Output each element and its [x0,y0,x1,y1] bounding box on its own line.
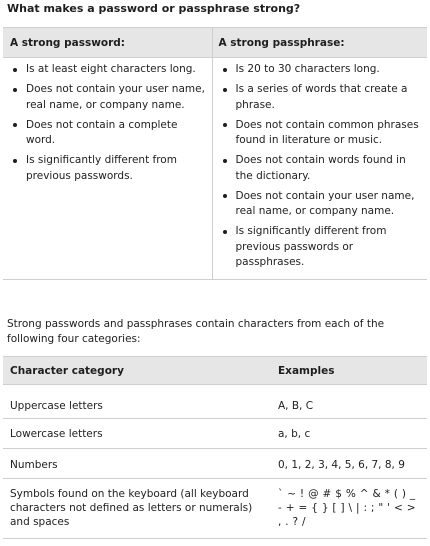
passphrase-criteria-cell [212,58,427,280]
passphrase-column-header: A strong passphrase: [212,28,427,58]
password-column-header: A strong password: [3,28,212,58]
character-category-table [3,356,427,539]
table-header-row [3,357,427,385]
section-heading: What makes a password or passphrase strong? [7,2,301,15]
table-row [3,58,427,280]
table-row [3,385,427,419]
list-item [219,82,424,113]
list-item-text: Does not contain your user name, real name, or company name. [26,83,205,111]
list-item-text: Is a series of words that create a phrase. [235,83,408,111]
examples-cell: A, B, C [271,385,427,419]
list-item-text: Is at least eight characters long. [26,63,196,75]
bullet-icon [223,230,227,234]
bullet-icon [13,68,17,72]
bullet-icon [223,194,227,198]
list-item [219,118,424,149]
list-item [219,224,424,271]
list-item-text: Is 20 to 30 characters long. [235,63,380,75]
examples-cell: a, b, c [271,419,427,449]
list-item-text: Is significantly different from previous passwords. [26,154,177,182]
bullet-icon [223,123,227,127]
list-item-text: Does not contain a complete word. [26,118,178,146]
category-cell: Symbols found on the keyboard (all keyboard characters not defined as letters or numerals) and spaces [3,479,271,539]
list-item [219,62,424,78]
bullet-icon [223,159,227,163]
list-item [9,118,208,149]
category-column-header: Character category [3,357,271,385]
category-cell: Uppercase letters [3,385,271,419]
table-row [3,479,427,539]
list-item-text: Does not contain your user name, real name, or company name. [235,189,415,217]
table-row [3,419,427,449]
list-item [9,82,208,113]
examples-column-header: Examples [271,357,427,385]
bullet-icon [13,88,17,92]
passphrase-criteria-list [219,62,424,271]
table-header-row [3,28,427,58]
examples-cell: 0, 1, 2, 3, 4, 5, 6, 7, 8, 9 [271,449,427,479]
password-criteria-list [9,62,208,184]
bullet-icon [223,68,227,72]
categories-intro-text: Strong passwords and passphrases contain characters from each of the following four categories: [7,318,385,345]
category-cell: Lowercase letters [3,419,271,449]
password-criteria-cell [3,58,212,280]
table-row [3,449,427,479]
bullet-icon [13,123,17,127]
password-comparison-table [3,27,427,280]
list-item-text: Does not contain words found in the dictionary. [235,154,406,182]
category-cell: Numbers [3,449,271,479]
bullet-icon [13,159,17,163]
examples-cell: ` ~ ! @ # $ % ^ & * ( ) _ - + = { } [ ] \ | : ; " ' < > , . ? / [271,479,427,539]
list-item [219,189,424,220]
list-item [219,153,424,184]
list-item-text: Does not contain common phrases found in literature or music. [235,118,419,146]
list-item [9,62,208,78]
list-item-text: Is significantly different from previous passwords or passphrases. [235,225,387,268]
list-item [9,153,208,184]
bullet-icon [223,88,227,92]
